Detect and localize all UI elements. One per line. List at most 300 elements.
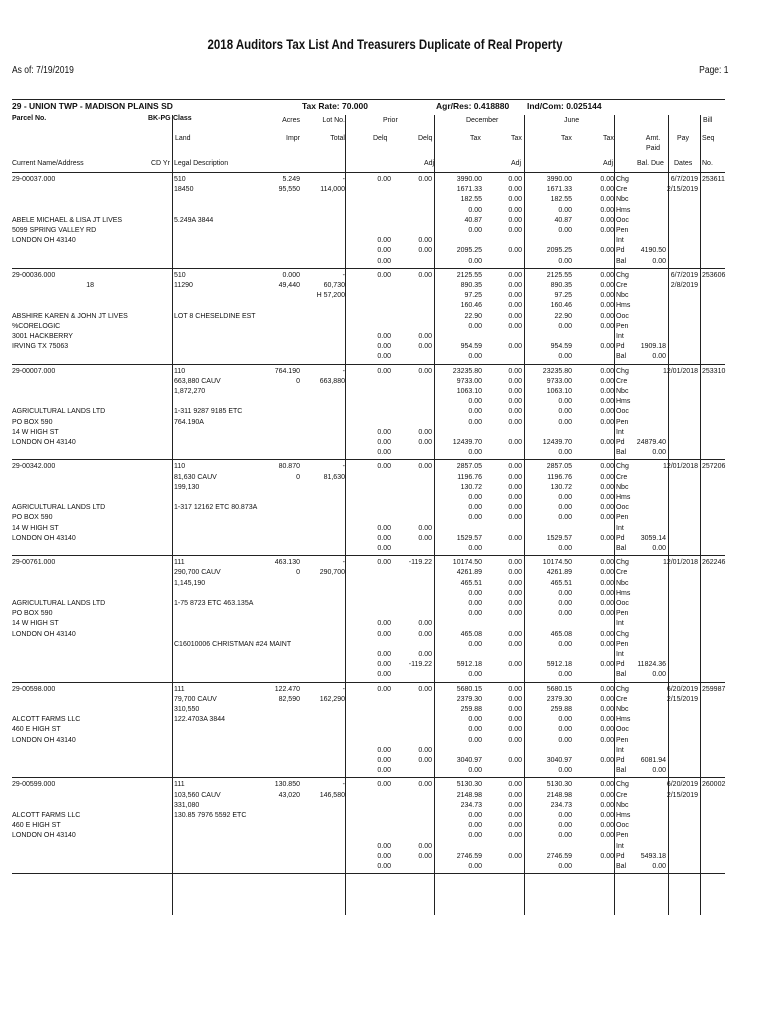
balance-due: 0.00 <box>652 449 666 457</box>
prior-delq: 0.00 <box>377 630 391 638</box>
prior-delq-2: 0.00 <box>418 781 432 789</box>
june-tax: 0.00 <box>558 610 572 618</box>
december-tax: 0.00 <box>468 589 482 597</box>
line-code: Cre <box>616 186 628 194</box>
owner-name-address: PO BOX 590 <box>12 418 53 426</box>
june-tax: 0.00 <box>558 449 572 457</box>
hdr-december: December <box>466 117 499 124</box>
record-rule <box>12 459 725 460</box>
december-adj: 0.00 <box>508 388 522 395</box>
lot-no: - <box>342 559 345 567</box>
owner-name-address: ALCOTT FARMS LLC <box>12 812 81 819</box>
line-code: Chg <box>616 271 629 279</box>
december-adj: 0.00 <box>508 473 522 481</box>
june-tax: 2379.30 <box>546 695 572 703</box>
impr: 0 <box>296 569 300 577</box>
line-code: Hms <box>616 812 631 819</box>
june-tax: 0.00 <box>558 322 572 330</box>
amount-paid: 24879.40 <box>636 439 666 446</box>
december-adj: 0.00 <box>508 343 522 351</box>
col-line <box>434 115 435 915</box>
line-code: Hms <box>616 494 631 501</box>
june-adj: 0.00 <box>600 473 614 481</box>
legal-description: 764.190A <box>174 418 204 426</box>
hdr-delq2: Delq <box>418 135 433 142</box>
prior-delq: 0.00 <box>377 353 391 361</box>
district-label: 29 - UNION TWP - MADISON PLAINS SD <box>12 101 173 111</box>
prior-delq: 0.00 <box>377 842 391 850</box>
december-adj: 0.00 <box>508 791 522 799</box>
june-adj: 0.00 <box>600 706 614 713</box>
june-adj: 0.00 <box>600 812 614 819</box>
december-adj: 0.00 <box>508 494 522 501</box>
june-adj: 0.00 <box>600 757 614 764</box>
owner-name-address: ALCOTT FARMS LLC <box>12 716 81 724</box>
june-adj: 0.00 <box>600 292 614 300</box>
june-adj: 0.00 <box>600 801 614 809</box>
december-adj: 0.00 <box>508 852 522 860</box>
december-tax: 954.59 <box>460 343 482 351</box>
pay-date: 6/20/2019 <box>666 781 698 789</box>
hdr-tax2: Tax <box>511 135 522 142</box>
december-tax: 0.00 <box>468 726 482 734</box>
seq-number: 260002 <box>702 781 726 789</box>
june-adj: 0.00 <box>600 600 614 607</box>
line-code: Pen <box>616 227 629 234</box>
line-code: Nbc <box>616 801 629 809</box>
december-adj: 0.00 <box>508 483 522 491</box>
december-tax: 1196.76 <box>457 473 482 481</box>
december-tax: 0.00 <box>468 736 482 744</box>
december-adj: 0.00 <box>508 418 522 426</box>
june-tax: 22.90 <box>554 312 572 320</box>
june-tax: 890.35 <box>550 282 572 289</box>
total: 663,880 <box>319 377 345 385</box>
december-adj: 0.00 <box>508 534 522 542</box>
prior-delq-2: 0.00 <box>418 630 432 638</box>
june-tax: 130.72 <box>550 483 572 491</box>
prior-delq: 0.00 <box>377 367 391 375</box>
parcel-number: 29-00599.000 <box>12 781 56 789</box>
june-tax: 0.00 <box>558 418 572 426</box>
june-adj: 0.00 <box>600 418 614 426</box>
prior-delq: 0.00 <box>377 852 391 860</box>
class-land: 79,700 CAUV <box>174 695 217 703</box>
prior-delq-2: 0.00 <box>418 428 432 436</box>
june-tax: 465.51 <box>550 579 572 587</box>
col-line <box>700 115 701 915</box>
line-code: Nbc <box>616 483 629 491</box>
december-adj: 0.00 <box>508 736 522 744</box>
december-adj: 0.00 <box>508 271 522 279</box>
prior-delq: 0.00 <box>377 545 391 552</box>
line-code: Pen <box>616 736 629 744</box>
page-number: Page: 1 <box>698 65 728 76</box>
hdr-tax1: Tax <box>470 135 481 142</box>
december-adj: 0.00 <box>508 367 522 375</box>
december-tax: 0.00 <box>468 398 482 406</box>
line-code: Pen <box>616 832 629 840</box>
june-tax: 259.88 <box>550 706 572 713</box>
june-tax: 5680.15 <box>546 685 572 693</box>
prior-delq: 0.00 <box>377 651 391 658</box>
june-tax: 0.00 <box>558 640 572 648</box>
hdr-june: June <box>564 117 580 124</box>
line-code: Int <box>616 333 624 340</box>
line-code: Bal <box>616 863 627 870</box>
december-adj: 0.00 <box>508 695 522 703</box>
class-land: 510 <box>174 271 186 279</box>
june-adj: 0.00 <box>600 504 614 512</box>
hdr-amt-paid: Amt. Paid <box>645 135 661 152</box>
class-land: 331,080 <box>174 801 200 809</box>
acres: 764.190 <box>274 367 300 375</box>
june-tax: 234.73 <box>550 801 572 809</box>
december-tax: 2125.55 <box>456 271 482 279</box>
december-tax: 0.00 <box>468 206 482 214</box>
line-code: Pd <box>616 757 625 764</box>
june-tax: 160.46 <box>550 302 572 310</box>
december-tax: 259.88 <box>460 706 482 713</box>
june-adj: 0.00 <box>600 282 614 289</box>
hdr-adj3: Adj <box>603 160 614 167</box>
june-tax: 2125.55 <box>546 271 572 279</box>
june-tax: 0.00 <box>558 863 572 870</box>
record-rule <box>12 364 725 365</box>
december-tax: 0.00 <box>468 257 482 265</box>
june-adj: 0.00 <box>600 196 614 204</box>
june-tax: 40.87 <box>554 216 572 224</box>
impr: 0 <box>296 377 300 385</box>
line-code: Int <box>616 237 624 245</box>
line-code: Int <box>616 746 624 754</box>
december-adj: 0.00 <box>508 600 522 607</box>
december-tax: 0.00 <box>468 322 482 330</box>
seq-number: 253310 <box>702 367 726 375</box>
december-tax: 4261.89 <box>456 569 482 577</box>
owner-name-address: 460 E HIGH ST <box>12 726 61 734</box>
line-code: Ooc <box>616 726 629 734</box>
hdr-adj1: Adj <box>424 160 435 167</box>
prior-delq: 0.00 <box>377 463 391 471</box>
line-code: Bal <box>616 545 627 552</box>
class-land: 81,630 CAUV <box>174 473 217 481</box>
impr: 95,550 <box>278 186 300 194</box>
december-tax: 0.00 <box>468 767 482 775</box>
line-code: Bal <box>616 671 627 679</box>
prior-delq: 0.00 <box>377 343 391 351</box>
december-tax: 2095.25 <box>456 247 482 255</box>
prior-delq: 0.00 <box>377 671 391 679</box>
june-adj: 0.00 <box>600 569 614 577</box>
parcel-number: 29-00037.000 <box>12 176 56 183</box>
record-rule <box>12 555 725 556</box>
acres: 130.850 <box>274 781 300 789</box>
class-land: 110 <box>174 367 186 375</box>
june-tax: 9733.00 <box>546 377 572 385</box>
june-adj: 0.00 <box>600 271 614 279</box>
line-code: Chg <box>616 176 629 183</box>
line-code: Nbc <box>616 388 629 395</box>
june-tax: 12439.70 <box>542 439 572 446</box>
line-code: Cre <box>616 791 628 799</box>
december-tax: 0.00 <box>468 610 482 618</box>
december-adj: 0.00 <box>508 463 522 471</box>
december-adj: 0.00 <box>508 312 522 320</box>
hdr-adj2: Adj <box>511 160 522 167</box>
june-adj: 0.00 <box>600 398 614 406</box>
december-tax: 5130.30 <box>456 781 482 789</box>
december-adj: 0.00 <box>508 196 522 204</box>
seq-number: 262246 <box>702 559 726 567</box>
report-title: 2018 Auditors Tax List And Treasurers Duplicate of Real Property <box>207 36 563 52</box>
december-adj: 0.00 <box>508 685 522 693</box>
lot-no: - <box>342 271 345 279</box>
june-adj: 0.00 <box>600 227 614 234</box>
june-adj: 0.00 <box>600 852 614 860</box>
december-adj: 0.00 <box>508 640 522 648</box>
june-tax: 0.00 <box>558 671 572 679</box>
prior-delq: 0.00 <box>377 781 391 789</box>
prior-delq-2: 0.00 <box>418 524 432 532</box>
total: 146,580 <box>319 791 345 799</box>
owner-name-address: AGRICULTURAL LANDS LTD <box>12 600 106 607</box>
prior-delq: 0.00 <box>377 271 391 279</box>
prior-delq-2: 0.00 <box>418 651 432 658</box>
owner-name-address: AGRICULTURAL LANDS LTD <box>12 504 106 512</box>
hdr-acres: Acres <box>282 117 300 124</box>
line-code: Bal <box>616 767 627 775</box>
june-adj: 0.00 <box>600 312 614 320</box>
december-tax: 0.00 <box>468 418 482 426</box>
hdr-tax4: Tax <box>603 135 614 142</box>
prior-delq: 0.00 <box>377 685 391 693</box>
owner-name-address: 14 W HIGH ST <box>12 428 59 436</box>
june-tax: 0.00 <box>558 545 572 552</box>
line-code: Nbc <box>616 579 629 587</box>
june-adj: 0.00 <box>600 791 614 799</box>
june-tax: 0.00 <box>558 716 572 724</box>
december-tax: 2148.98 <box>456 791 482 799</box>
line-code: Cre <box>616 569 628 577</box>
owner-name-address: 14 W HIGH ST <box>12 620 59 628</box>
december-adj: 0.00 <box>508 216 522 224</box>
prior-delq: 0.00 <box>377 176 391 183</box>
hdr-delq1: Delq <box>373 135 388 142</box>
december-tax: 0.00 <box>468 716 482 724</box>
december-adj: 0.00 <box>508 832 522 840</box>
december-tax: 0.00 <box>468 832 482 840</box>
december-tax: 0.00 <box>468 227 482 234</box>
december-tax: 0.00 <box>468 812 482 819</box>
hdr-total: Total <box>330 135 345 142</box>
line-code: Pen <box>616 610 629 618</box>
june-tax: 0.00 <box>558 353 572 361</box>
parcel-number: 29-00036.000 <box>12 271 56 279</box>
june-adj: 0.00 <box>600 388 614 395</box>
record-rule <box>12 873 725 874</box>
june-adj: 0.00 <box>600 716 614 724</box>
june-tax: 5912.18 <box>546 661 572 669</box>
june-tax: 0.00 <box>558 398 572 406</box>
june-adj: 0.00 <box>600 216 614 224</box>
december-adj: 0.00 <box>508 514 522 522</box>
december-tax: 23235.80 <box>452 367 482 375</box>
june-adj: 0.00 <box>600 685 614 693</box>
june-adj: 0.00 <box>600 186 614 194</box>
december-tax: 40.87 <box>464 216 482 224</box>
june-tax: 2857.05 <box>546 463 572 471</box>
amount-paid: 6081.94 <box>640 757 666 764</box>
line-code: Hms <box>616 589 631 597</box>
legal-description: 5.249A 3844 <box>174 216 214 224</box>
class-land: 103,560 CAUV <box>174 791 221 799</box>
december-adj: 0.00 <box>508 716 522 724</box>
line-code: Bal <box>616 353 627 361</box>
line-code: Pd <box>616 534 625 542</box>
december-adj: 0.00 <box>508 227 522 234</box>
june-adj: 0.00 <box>600 534 614 542</box>
legal-description: 130.85 7976 5592 ETC <box>174 812 247 819</box>
june-adj: 0.00 <box>600 483 614 491</box>
hdr-prior: Prior <box>383 117 398 124</box>
june-tax: 3040.97 <box>546 757 572 764</box>
june-tax: 2095.25 <box>546 247 572 255</box>
tax-rate: Tax Rate: 70.000 <box>302 101 368 111</box>
acres: 463.130 <box>274 559 300 567</box>
hdr-bal-due: Bal. Due <box>637 160 664 167</box>
june-tax: 2148.98 <box>546 791 572 799</box>
as-of-date: As of: 7/19/2019 <box>12 65 74 76</box>
class-land: 18450 <box>174 186 194 194</box>
june-tax: 0.00 <box>558 600 572 607</box>
class-land: 290,700 CAUV <box>174 569 221 577</box>
col-line <box>172 115 173 915</box>
prior-delq-2: 0.00 <box>418 746 432 754</box>
owner-name-address: ABELE MICHAEL & LISA JT LIVES <box>12 216 123 224</box>
special-assessment: C16010006 CHRISTMAN #24 MAINT <box>174 640 292 648</box>
lot-no: - <box>342 463 345 471</box>
june-adj: 0.00 <box>600 610 614 618</box>
december-tax: 130.72 <box>460 483 482 491</box>
june-tax: 10174.50 <box>542 559 572 567</box>
line-code: Hms <box>616 206 631 214</box>
class-land: 1,872,270 <box>174 388 206 395</box>
prior-delq: 0.00 <box>377 767 391 775</box>
owner-name-address: LONDON OH 43140 <box>12 534 76 542</box>
line-code: Int <box>616 524 624 532</box>
hdr-impr: Impr <box>286 135 300 142</box>
impr: 43,020 <box>278 791 300 799</box>
pay-date: 6/7/2019 <box>670 176 698 183</box>
line-code: Nbc <box>616 706 629 713</box>
balance-due: 0.00 <box>652 671 666 679</box>
june-tax: 1671.33 <box>546 186 572 194</box>
hdr-class: Class <box>173 115 192 122</box>
owner-name-address: PO BOX 590 <box>12 514 53 522</box>
december-adj: 0.00 <box>508 398 522 406</box>
parcel-extra: 18 <box>86 282 94 289</box>
seq-number: 257206 <box>702 463 726 471</box>
seq-number: 259987 <box>702 685 726 693</box>
june-tax: 3990.00 <box>546 176 572 183</box>
line-code: Pen <box>616 322 629 330</box>
june-tax: 0.00 <box>558 767 572 775</box>
december-adj: 0.00 <box>508 579 522 587</box>
line-code: Bal <box>616 449 627 457</box>
june-tax: 954.59 <box>550 343 572 351</box>
owner-name-address: %CORELOGIC <box>12 322 61 330</box>
prior-delq-2: 0.00 <box>418 247 432 255</box>
line-code: Int <box>616 428 624 436</box>
june-adj: 0.00 <box>600 343 614 351</box>
june-tax: 0.00 <box>558 494 572 501</box>
december-adj: 0.00 <box>508 408 522 416</box>
december-tax: 182.55 <box>460 196 482 204</box>
impr: 49,440 <box>278 282 300 289</box>
col-line <box>614 115 615 915</box>
december-tax: 890.35 <box>460 282 482 289</box>
june-adj: 0.00 <box>600 822 614 830</box>
header-rule <box>12 172 725 173</box>
balance-due: 0.00 <box>652 257 666 265</box>
hdr-bkpg: BK-PG <box>148 115 171 122</box>
pay-date: 12/01/2018 <box>662 559 698 567</box>
pay-date: 2/15/2019 <box>666 695 698 703</box>
ind-com-rate: Ind/Com: 0.025144 <box>527 101 602 111</box>
june-tax: 0.00 <box>558 726 572 734</box>
june-tax: 0.00 <box>558 589 572 597</box>
line-code: Chg <box>616 630 629 638</box>
december-tax: 0.00 <box>468 408 482 416</box>
class-land: 110 <box>174 463 186 471</box>
line-code: Cre <box>616 473 628 481</box>
prior-delq: 0.00 <box>377 449 391 457</box>
hdr-bill: Bill <box>703 117 713 124</box>
december-adj: 0.00 <box>508 661 522 669</box>
legal-description: 1-311 9287 9185 ETC <box>174 408 243 416</box>
class-land: 199,130 <box>174 483 200 491</box>
total: 81,630 <box>323 473 345 481</box>
pay-date: 2/8/2019 <box>670 282 698 289</box>
december-adj: 0.00 <box>508 206 522 214</box>
december-tax: 0.00 <box>468 600 482 607</box>
prior-delq: 0.00 <box>377 333 391 340</box>
december-adj: 0.00 <box>508 589 522 597</box>
december-tax: 9733.00 <box>456 377 482 385</box>
december-tax: 3990.00 <box>456 176 482 183</box>
seq-number: 253611 <box>702 176 725 183</box>
june-tax: 0.00 <box>558 736 572 744</box>
line-code: Ooc <box>616 408 629 416</box>
december-adj: 0.00 <box>508 569 522 577</box>
december-tax: 465.08 <box>460 630 482 638</box>
june-tax: 0.00 <box>558 822 572 830</box>
december-tax: 1671.33 <box>456 186 482 194</box>
record-rule <box>12 682 725 683</box>
december-tax: 234.73 <box>460 801 482 809</box>
june-tax: 1063.10 <box>546 388 572 395</box>
june-tax: 0.00 <box>558 257 572 265</box>
line-code: Ooc <box>616 504 629 512</box>
june-tax: 1529.57 <box>546 534 572 542</box>
balance-due: 0.00 <box>652 545 666 552</box>
hdr-no: No. <box>702 160 713 167</box>
prior-delq-2: 0.00 <box>418 463 432 471</box>
december-adj: 0.00 <box>508 282 522 289</box>
total: 162,290 <box>319 695 345 703</box>
december-tax: 0.00 <box>468 640 482 648</box>
